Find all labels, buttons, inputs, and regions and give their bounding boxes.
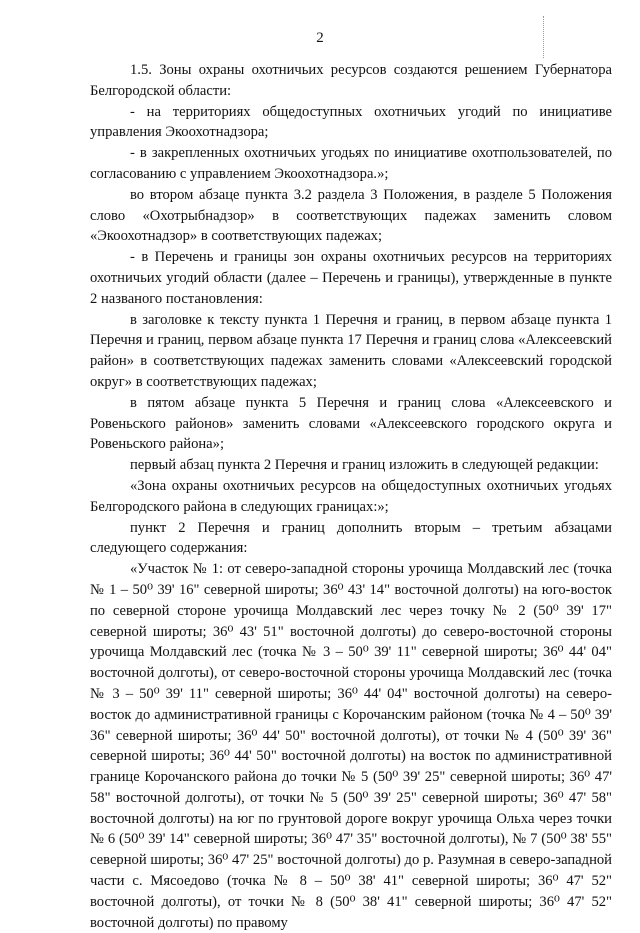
paragraph-plot-1: «Участок № 1: от северо-западной стороны урочища Молдавский лес (точка № 1 – 50⁰ 39' 16" северной широты; 36⁰ 43' 14" восточной долготы) на юго-восток по северной стороне урочища Молдавский лес через точку № 2 (50⁰ 39' 17" северной широты; 36⁰ 43' 51" восточной долготы) до северо-восточной стороны урочища Молдавский лес (точка № 3 – 50⁰ 39' 11" северной широты; 36⁰ 44' 04" восточной долготы), от северо-восточной стороны урочища Молдавский лес (точка № 3 – 50⁰ 39' 11" северной широты; 36⁰ 44' 04" восточной долготы) на северо-восток до административной границы с Корочанским районом (точка № 4 – 50⁰ 39' 36" северной широты; 36⁰ 44' 50" восточной долготы), от точки № 4 (50⁰ 39' 36" северной широты; 36⁰ 44' 50" восточной долготы) на восток по административной границе Корочанского района до точки № 5 (50⁰ 39' 25" северной широты; 36⁰ 47' 58" восточной долготы), от точки № 5 (50⁰ 39' 25" северной широты; 36⁰ 47' 58" восточной долготы) на юг по грунтовой дороге вокруг урочища Ольха через точки № 6 (50⁰ 39' 14" северной широты; 36⁰ 47' 35" восточной долготы), № 7 (50⁰ 38' 55" северной широты; 36⁰ 47' 25" восточной долготы) до р. Разумная в северо-западной части с. Мясоедово (точка № 8 – 50⁰ 38' 41" северной широты; 36⁰ 47' 52" восточной долготы), от точки № 8 (50⁰ 38' 41" северной широты; 36⁰ 47' 52" восточной долготы) по правому <box>90 561 612 931</box>
paragraph-list-amendment: - в Перечень и границы зон охраны охотничьих ресурсов на территориях охотничьих угодий области (далее – Перечень и границы), утвержденные в пункте 2 названого постановления: <box>90 249 612 307</box>
paragraph-point5-replacement: в пятом абзаце пункта 5 Перечня и границ слова «Алексеевского и Ровеньского районов» заменить словами «Алексеевского городского округа и Ровеньского района»; <box>90 394 612 453</box>
paragraph-public-lands: - на территориях общедоступных охотничьих угодий по инициативе управления Экоохотнадзора; <box>90 103 612 141</box>
paragraph-point2-addition: пункт 2 Перечня и границ дополнить вторым – третьим абзацами следующего содержания: <box>90 519 612 557</box>
paragraph-quote-zone: «Зона охраны охотничьих ресурсов на общедоступных охотничьих угодьях Белгородского района в следующих границах:»; <box>90 477 612 515</box>
document-body <box>90 60 612 933</box>
paragraph-section-amendment: во втором абзаце пункта 3.2 раздела 3 Положения, в разделе 5 Положения слово «Охотрыбнадзор» в соответствующих падежах заменить словом «Экоохотнадзор» в соответствующих падежах; <box>90 186 612 245</box>
page-number: 2 <box>316 30 324 46</box>
scan-edge-mark <box>543 16 545 58</box>
paragraph-assigned-lands: - в закрепленных охотничьих угодьях по инициативе охотпользователей, по согласованию с управлением Экоохотнадзора.»; <box>90 145 612 182</box>
paragraph-zones-created: 1.5. Зоны охраны охотничьих ресурсов создаются решением Губернатора Белгородской области: <box>90 62 612 99</box>
paragraph-point2-first: первый абзац пункта 2 Перечня и границ изложить в следующей редакции: <box>130 457 599 474</box>
paragraph-heading-replacement: в заголовке к тексту пункта 1 Перечня и границ, в первом абзаце пункта 1 Перечня и границ, первом абзаце пункта 17 Перечня и границ слова «Алексеевский район» в соответствующих падежах заменить словами «Алексеевский городской округ» в соответствующих падежах; <box>90 311 612 390</box>
